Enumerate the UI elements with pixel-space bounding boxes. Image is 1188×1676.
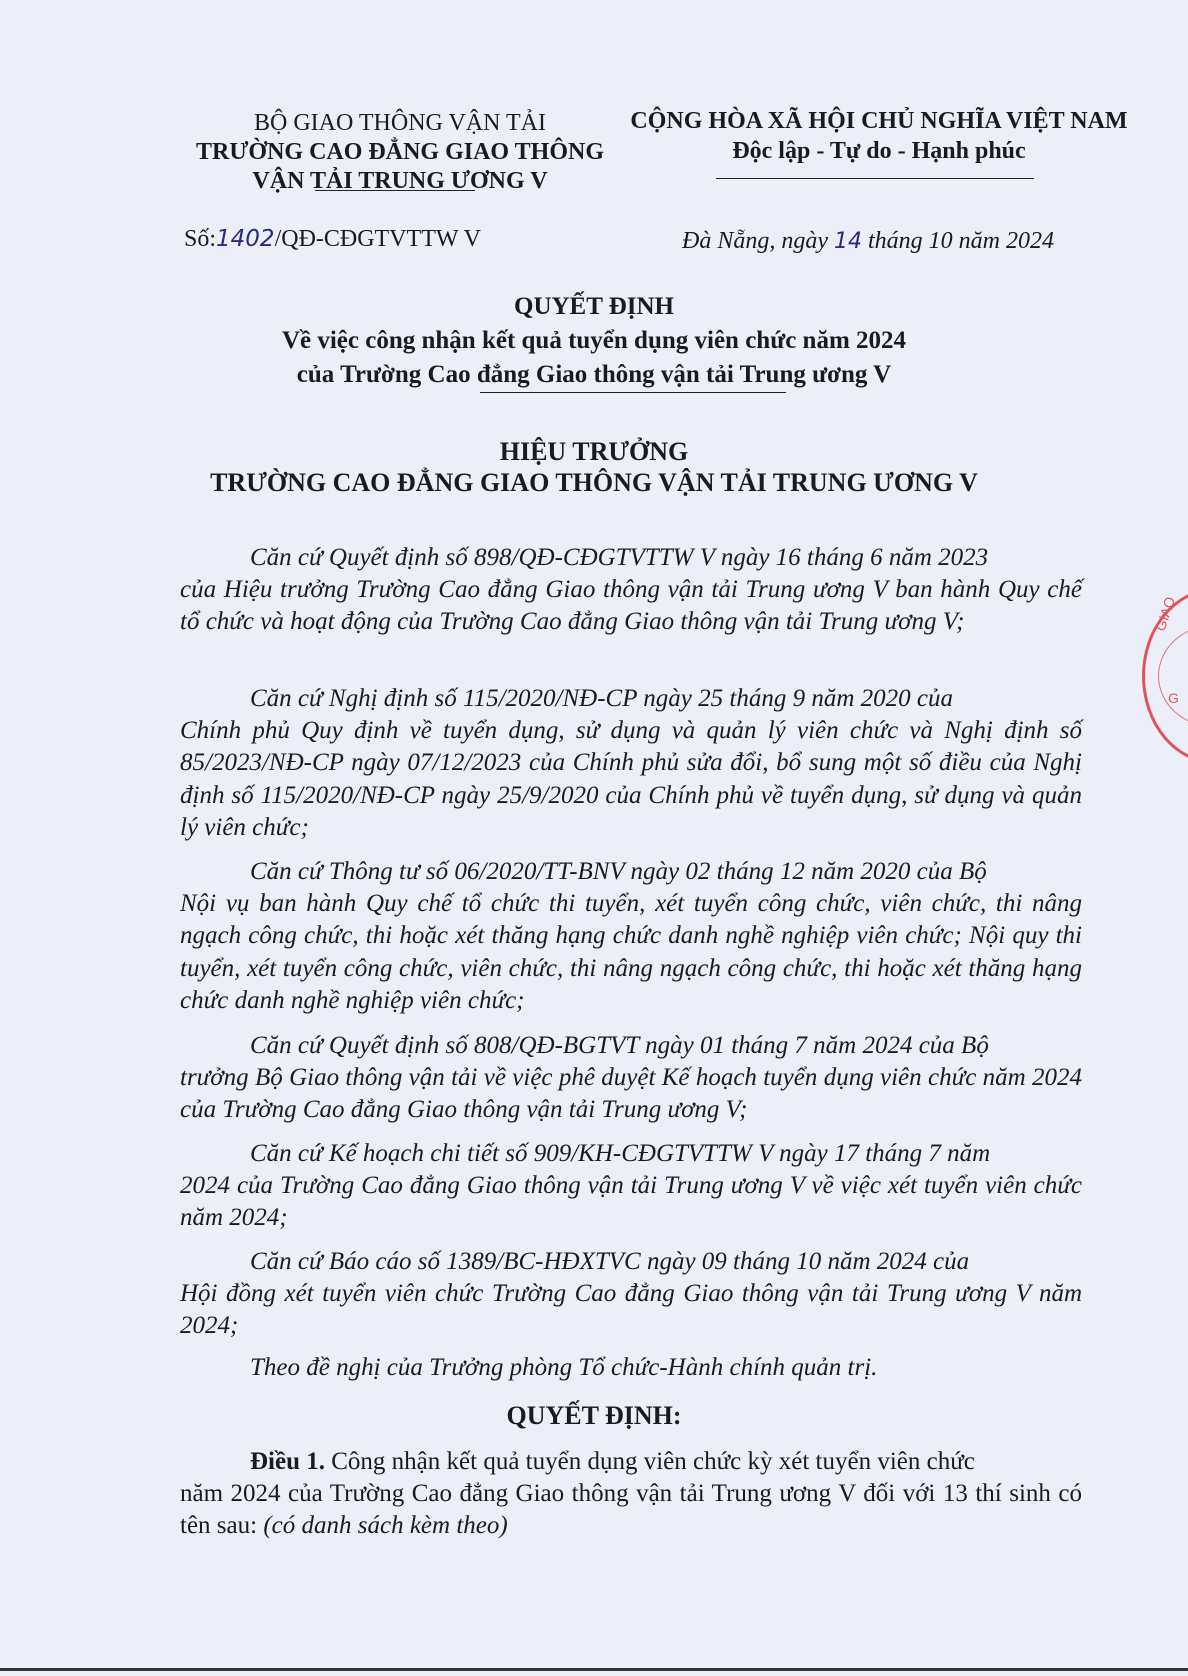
nation-motto: Độc lập - Tự do - Hạnh phúc [732,138,1026,164]
basis-4 [180,1030,1082,1127]
left-header-rule [315,190,475,191]
seal-text-g: G [1168,690,1179,706]
basis-5 [180,1138,1082,1235]
basis-1-rest: của Hiệu trưởng Trường Cao đẳng Giao thông vận tải Trung ương V ban hành Quy chế tổ chức và hoạt động của Trường Cao đẳng Giao thông vận tải Trung ương V; [180,576,1082,636]
school-name-line1: TRƯỜNG CAO ĐẲNG GIAO THÔNG [195,139,605,165]
basis-6 [180,1246,1082,1343]
basis-7 [180,1352,1082,1384]
basis-2 [180,683,1082,844]
scan-bottom-edge [0,1668,1188,1671]
basis-2-first-line: Căn cứ Nghị định số 115/2020/NĐ-CP ngày 25 tháng 9 năm 2020 của [250,685,953,712]
basis-5-rest: 2024 của Trường Cao đẳng Giao thông vận tải Trung ương V về việc xét tuyển viên chức năm 2024; [180,1172,1082,1232]
authority-school: TRƯỜNG CAO ĐẲNG GIAO THÔNG VẬN TẢI TRUNG ƯƠNG V [210,468,978,497]
school-name-line2: VẬN TẢI TRUNG ƯƠNG V [252,168,548,194]
article-1-first-line [180,1446,1082,1478]
nation-name: CỘNG HÒA XÃ HỘI CHỦ NGHĨA VIỆT NAM [630,108,1128,134]
document-title: QUYẾT ĐỊNH [514,293,674,320]
article-1-rest-text: năm 2024 của Trường Cao đẳng Giao thông vận tải Trung ương V đối với 13 thí sinh có tên sau: [180,1480,1082,1540]
subject-line1: Về việc công nhận kết quả tuyển dụng viên chức năm 2024 [281,327,907,354]
basis-4-first-line: Căn cứ Quyết định số 808/QĐ-BGTVT ngày 01 tháng 7 năm 2024 của Bộ [250,1032,989,1059]
basis-5-first-line: Căn cứ Kế hoạch chi tiết số 909/KH-CĐGTVTTW V ngày 17 tháng 7 năm [250,1140,991,1167]
date-prefix: Đà Nẵng, ngày [682,228,828,254]
seal-text-giao: GIAO [1152,594,1179,633]
basis-3-rest: Nội vụ ban hành Quy chế tổ chức thi tuyển, xét tuyển công chức, viên chức, thi nâng ngạch công chức, thi hoặc xét thăng hạng chức danh nghề nghiệp viên chức; Nội quy thi tuyển, xét tuyển công chức, viên chức, thi nâng ngạch công chức, thi hoặc xét thăng hạng chức danh nghề nghiệp viên chức; [180,890,1082,1014]
subject-rule [480,392,786,393]
document-date [682,228,1054,255]
date-suffix: tháng 10 năm 2024 [868,228,1054,254]
basis-4-rest: trưởng Bộ Giao thông vận tải về việc phê duyệt Kế hoạch tuyển dụng viên chức năm 2024 của Trường Cao đẳng Giao thông vận tải Trung ương V; [180,1064,1082,1124]
article-1-first-text: Công nhận kết quả tuyển dụng viên chức kỳ xét tuyển viên chức [331,1448,975,1475]
basis-2-rest: Chính phủ Quy định về tuyển dụng, sử dụng và quản lý viên chức và Nghị định số 85/2023/NĐ-CP ngày 07/12/2023 của Chính phủ sửa đổi, bổ sung một số điều của Nghị định số 115/2020/NĐ-CP ngày 25/9/2020 của Chính phủ về tuyển dụng, sử dụng và quản lý viên chức; [180,717,1082,841]
number-suffix: /QĐ-CĐGTVTTW V [274,226,481,252]
ministry-name: BỘ GIAO THÔNG VẬN TẢI [254,110,546,136]
basis-1-first-line: Căn cứ Quyết định số 898/QĐ-CĐGTVTTW V ngày 16 tháng 6 năm 2023 [250,544,989,571]
handwritten-day: 14 [834,229,862,254]
decision-heading: QUYẾT ĐỊNH: [506,1401,682,1430]
basis-3 [180,856,1082,1017]
authority-title: HIỆU TRƯỞNG [499,437,689,466]
article-1-note: (có danh sách kèm theo) [263,1512,508,1540]
basis-6-rest: Hội đồng xét tuyển viên chức Trường Cao đẳng Giao thông vận tải Trung ương V năm 2024; [180,1280,1082,1340]
subject-line2: của Trường Cao đẳng Giao thông vận tải Trung ương V [296,361,892,388]
basis-6-first-line: Căn cứ Báo cáo số 1389/BC-HĐXTVC ngày 09 tháng 10 năm 2024 của [250,1248,970,1275]
handwritten-number: 1402 [216,226,275,252]
motto-rule [716,178,1034,179]
article-1 [180,1446,1082,1543]
document-number [184,226,481,253]
basis-7-first-line: Theo đề nghị của Trưởng phòng Tổ chức-Hành chính quản trị. [250,1354,878,1381]
article-1-label: Điều 1. [250,1448,325,1475]
basis-3-first-line: Căn cứ Thông tư số 06/2020/TT-BNV ngày 02 tháng 12 năm 2020 của Bộ [250,858,987,885]
basis-1 [180,542,1082,639]
number-prefix: Số: [184,226,217,252]
